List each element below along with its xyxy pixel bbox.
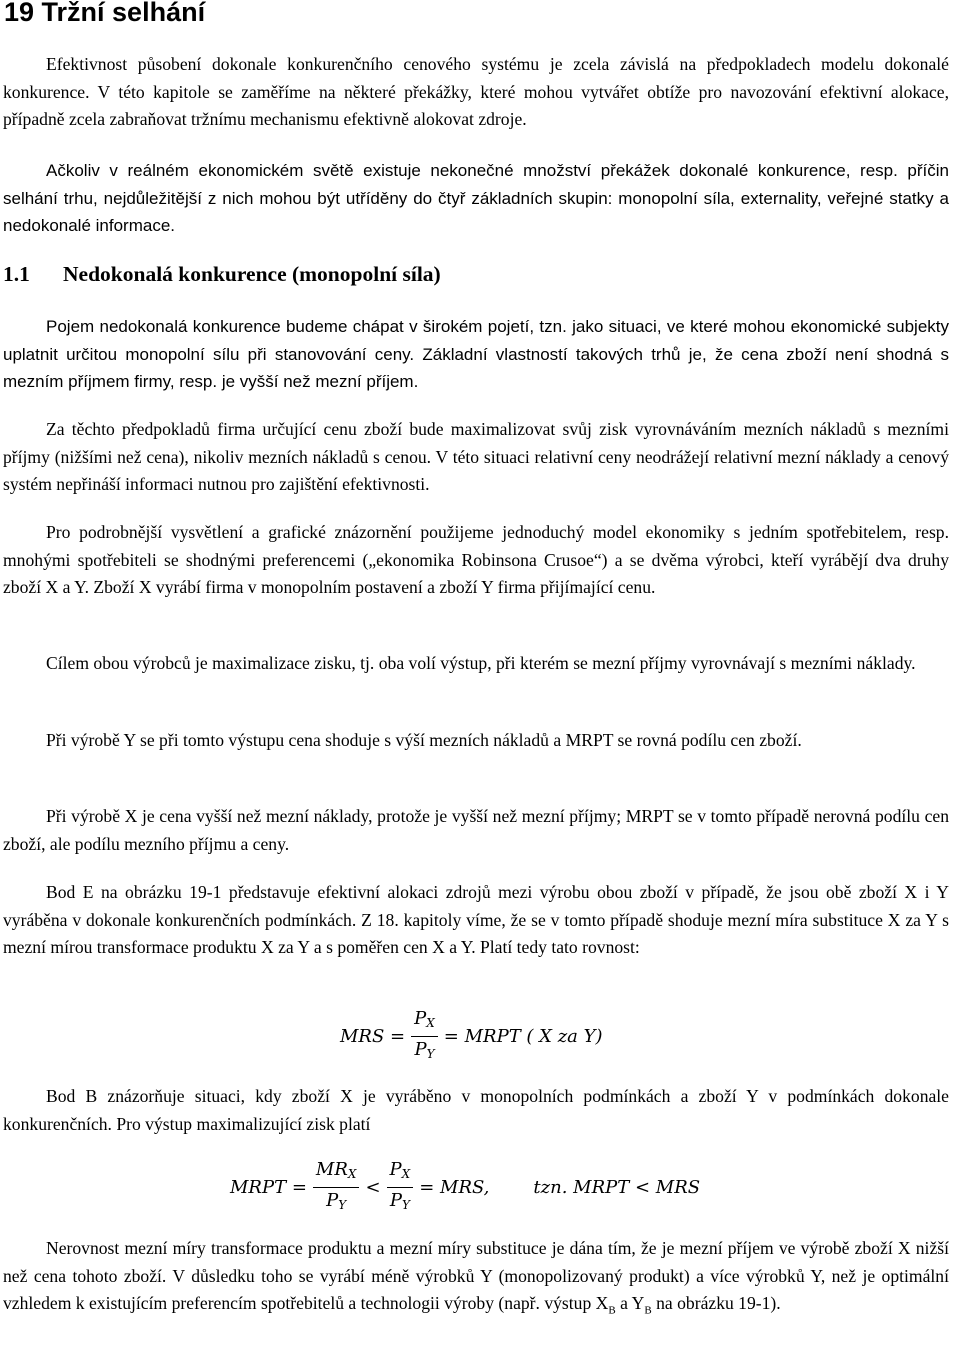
paragraph-product-x: Při výrobě X je cena vyšší než mezní náklady, protože je vyšší než mezní příjmy; MRPT se v tomto případě nerovná podílu cen zboží, ale podílu mezního příjmu a ceny. <box>3 806 949 854</box>
paragraph-inequality: Nerovnost mezní míry transformace produktu a mezní míry substituce je dána tím, že je mezní příjem ve výrobě zboží X nižší než cena tohoto zboží. V důsledku toho se vyrábí méně výrobků Y (monopolizovaný produkt) a více výrobků Y, než je optimální vzhledem k existujícím preferencím spotřebitelů a technologii výroby (např. výstup $X_B$ a $Y_B$ na obrázku 19-1). <box>3 1238 949 1317</box>
equation-mrpt-tail: tzn. MRPT < MRS <box>533 1177 701 1198</box>
equation-mrpt-rhs: = MRS, <box>419 1177 490 1198</box>
fraction-px-py-2: $\frac{P_X}{P_Y}$ <box>387 1159 414 1216</box>
section-title: Nedokonalá konkurence (monopolní síla) <box>63 262 441 286</box>
paragraph-goal: Cílem obou výrobců je maximalizace zisku, tj. oba volí výstup, při kterém se mezní příjmy vyrovnávají s mezními náklady. <box>46 653 916 673</box>
section-number: 1.1 <box>3 262 30 286</box>
less-than-operator: < <box>365 1177 381 1198</box>
paragraph-intro: Efektivnost působení dokonale konkurenčního cenového systému je zcela závislá na předpokladech modelu dokonalé konkurence. V této kapitole se zaměříme na některé překážky, které mohou vytvářet obtíže pro navozování efektivní alokace, případně zcela zabraňovat tržnímu mechanismu efektivně alokovat zdroje. <box>3 54 949 130</box>
fraction-px-py: $\frac{P_X}{P_Y}$ <box>411 1008 438 1065</box>
chapter-title: 19 Tržní selhání <box>4 0 206 27</box>
paragraph-point-b: Bod B znázorňuje situaci, kdy zboží X je vyráběno v monopolních podmínkách a zboží Y v podmínkách dokonale konkurenčních. Pro výstup maximalizující zisk platí <box>3 1086 949 1134</box>
paragraph-definition: Pojem nedokonalá konkurence budeme chápat v širokém pojetí, tzn. jako situaci, ve které mohou ekonomické subjekty uplatnit určitou monopolní sílu při stanovování ceny. Základní vlastností takových trhů je, že cena zboží není shodná s mezním příjmem firmy, resp. je vyšší než mezní příjem. <box>3 317 949 392</box>
equation-mrpt-lhs: MRPT = <box>230 1177 307 1198</box>
equation-mrs <box>340 1008 603 1065</box>
equation-mrpt <box>230 1159 700 1216</box>
fraction-mrx-py: $\frac{MR_X}{P_Y}$ <box>313 1159 360 1216</box>
equation-mrs-lhs: MRS = <box>340 1026 406 1047</box>
paragraph-model: Pro podrobnější vysvětlení a grafické znázornění použijeme jednoduchý model ekonomiky s jedním spotřebitelem, resp. mnohými spotřebiteli se shodnými preferencemi („ekonomika Robinsona Crusoe“) a se dvěma výrobci, kteří vyrábějí dva druhy zboží X a Y. Zboží X vyrábí firma v monopolním postavení a zboží Y firma přijímající cenu. <box>3 522 949 598</box>
paragraph-point-e: Bod E na obrázku 19-1 představuje efektivní alokaci zdrojů mezi výrobu obou zboží v případě, že jsou obě zboží X i Y vyráběna v dokonale konkurenčních podmínkách. Z 18. kapitoly víme, že se v tomto případě shoduje mezní míra substituce X za Y s mezní mírou transformace produktu X za Y a s poměřen cen X a Y. Platí tedy tato rovnost: <box>3 882 949 958</box>
equation-mrs-rhs: = MRPT ( X za Y) <box>443 1026 603 1047</box>
section-heading <box>3 259 441 289</box>
paragraph-product-y: Při výrobě Y se při tomto výstupu cena shoduje s výší mezních nákladů a MRPT se rovná podílu cen zboží. <box>46 730 802 750</box>
paragraph-obstacles: Ačkoliv v reálném ekonomickém světě existuje nekonečné množství překážek dokonalé konkurence, resp. příčin selhání trhu, nejdůležitější z nich mohou být utříděny do čtyř základních skupin: monopolní síla, externality, veřejné statky a nedokonalé informace. <box>3 161 949 236</box>
paragraph-assumptions: Za těchto předpokladů firma určující cenu zboží bude maximalizovat svůj zisk vyrovnáváním mezních nákladů s mezními příjmy (nižšími než cena), nikoliv mezních nákladů s cenou. V této situaci relativní ceny neodrážejí relativní mezní náklady a cenový systém nepřináší informaci nutnou pro zajištění efektivnosti. <box>3 419 949 495</box>
